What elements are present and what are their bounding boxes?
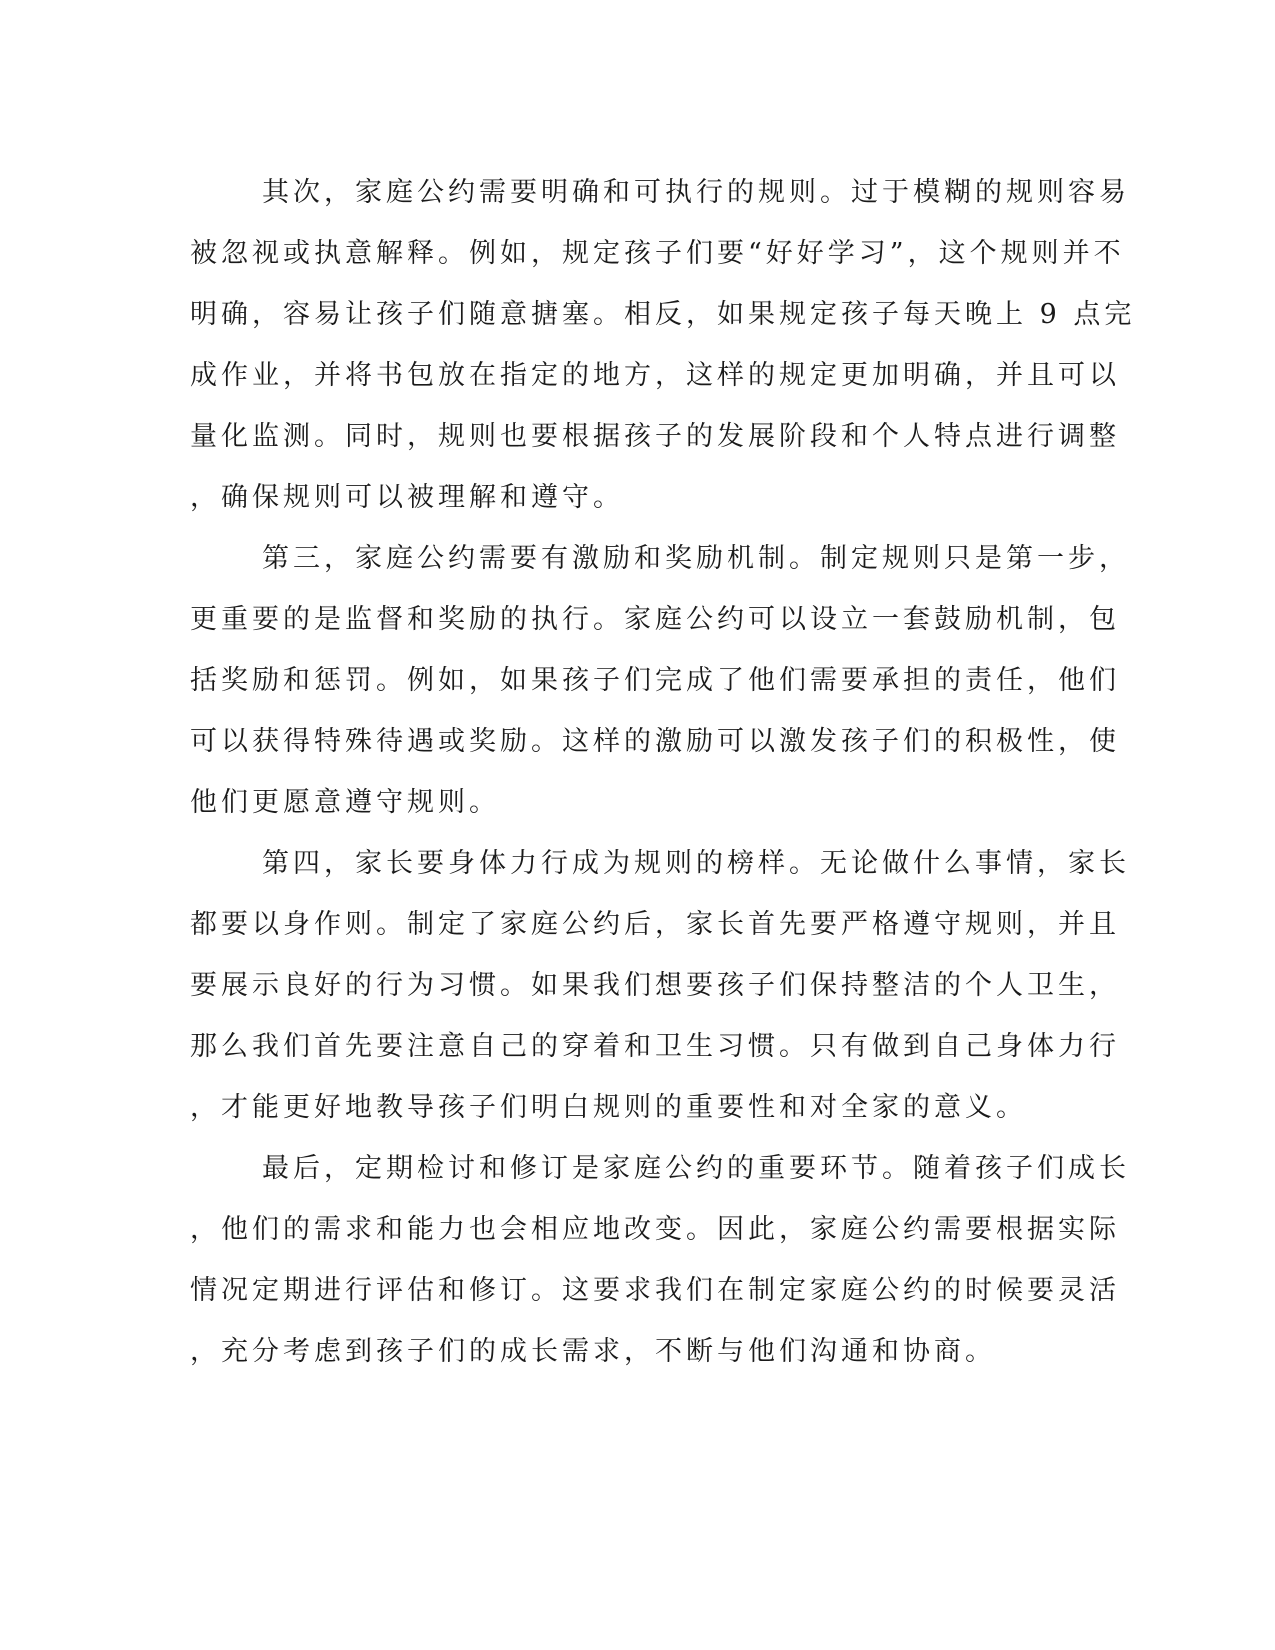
text-line: 那么我们首先要注意自己的穿着和卫生习惯。只有做到自己身体力行	[190, 1031, 1120, 1062]
text-line: 括奖励和惩罚。例如，如果孩子们完成了他们需要承担的责任，他们	[190, 665, 1120, 696]
text-line: 第四，家长要身体力行成为规则的榜样。无论做什么事情，家长	[262, 848, 1130, 879]
paragraph-review-revision	[190, 1138, 1130, 1382]
text-line: 都要以身作则。制定了家庭公约后，家长首先要严格遵守规则，并且	[190, 909, 1120, 940]
text-line: 可以获得特殊待遇或奖励。这样的激励可以激发孩子们的积极性，使	[190, 726, 1120, 757]
paragraph-incentives	[190, 528, 1130, 833]
text-line: 量化监测。同时，规则也要根据孩子的发展阶段和个人特点进行调整	[190, 421, 1120, 452]
text-line: 其次，家庭公约需要明确和可执行的规则。过于模糊的规则容易	[262, 177, 1130, 208]
text-line: 要展示良好的行为习惯。如果我们想要孩子们保持整洁的个人卫生，	[190, 970, 1120, 1001]
text-line: ，充分考虑到孩子们的成长需求，不断与他们沟通和协商。	[190, 1336, 996, 1367]
text-line: 情况定期进行评估和修订。这要求我们在制定家庭公约的时候要灵活	[190, 1275, 1120, 1306]
paragraph-parents-example	[190, 833, 1130, 1138]
text-line: 明确，容易让孩子们随意搪塞。相反，如果规定孩子每天晚上 9 点完	[190, 299, 1136, 330]
paragraph-rules-clarity	[190, 162, 1136, 528]
text-line: 最后，定期检讨和修订是家庭公约的重要环节。随着孩子们成长	[262, 1153, 1130, 1184]
text-line: ，确保规则可以被理解和遵守。	[190, 482, 624, 513]
text-line: 被忽视或执意解释。例如，规定孩子们要“好好学习”，这个规则并不	[190, 238, 1125, 269]
text-line: ，才能更好地教导孩子们明白规则的重要性和对全家的意义。	[190, 1092, 1027, 1123]
text-line: ，他们的需求和能力也会相应地改变。因此，家庭公约需要根据实际	[190, 1214, 1120, 1245]
text-line: 更重要的是监督和奖励的执行。家庭公约可以设立一套鼓励机制，包	[190, 604, 1120, 635]
text-line: 第三，家庭公约需要有激励和奖励机制。制定规则只是第一步，	[262, 543, 1130, 574]
text-line: 他们更愿意遵守规则。	[190, 787, 500, 818]
text-line: 成作业，并将书包放在指定的地方，这样的规定更加明确，并且可以	[190, 360, 1120, 391]
document-body	[190, 162, 1136, 1382]
